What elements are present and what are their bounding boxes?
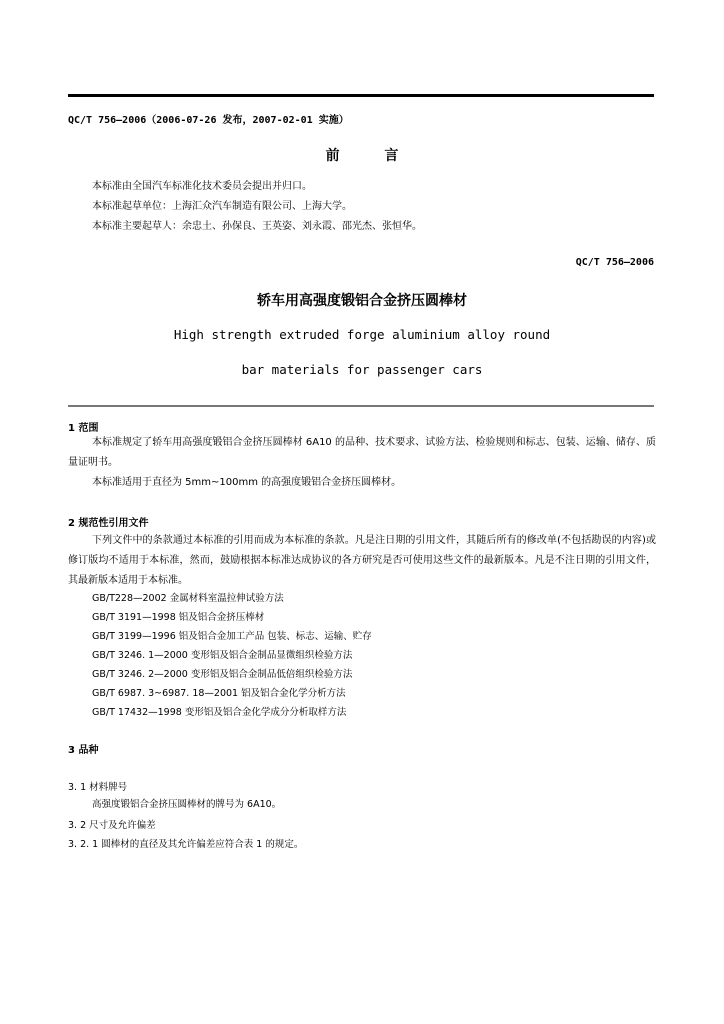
section-1-heading: 1 范围 — [68, 423, 99, 434]
section-1-para-2: 本标准适用于直径为 5mm~100mm 的高强度锻铝合金挤压圆棒材。 — [92, 477, 402, 488]
document-title-cn: 轿车用高强度锻铝合金挤压圆棒材 — [257, 293, 467, 309]
standard-code: QC/T 756—2006 — [575, 257, 654, 268]
section-1-para-1: 本标准规定了轿车用高强度锻铝合金挤压圆棒材 6A10 的品种、技术要求、试验方法、检验规则和标志、包装、运输、储存、质量证明书。 — [68, 437, 656, 468]
document-title-en-line-1: High strength extruded forge aluminium alloy round — [173, 327, 551, 342]
section-divider — [68, 405, 654, 407]
preface-line-3: 本标准主要起草人：余忠土、孙保良、王英姿、刘永霞、邵光杰、张恒华。 — [92, 221, 422, 232]
reference-item: GB/T228—2002 金属材料室温拉伸试验方法 — [92, 593, 284, 604]
reference-item: GB/T 6987. 3~6987. 18—2001 铝及铝合金化学分析方法 — [92, 688, 346, 699]
reference-item: GB/T 3191—1998 铝及铝合金挤压棒材 — [92, 612, 265, 623]
reference-item: GB/T 3246. 2—2000 变形铝及铝合金制品低倍组织检验方法 — [92, 669, 353, 680]
document-title-en-line-2: bar materials for passenger cars — [241, 362, 483, 377]
subsection-3-2: 3. 2 尺寸及允许偏差 — [68, 820, 156, 831]
preface-line-1: 本标准由全国汽车标准化技术委员会提出并归口。 — [92, 181, 312, 192]
section-2-heading: 2 规范性引用文件 — [68, 518, 149, 529]
reference-item: GB/T 3199—1996 铝及铝合金加工产品 包装、标志、运输、贮存 — [92, 631, 372, 642]
preface-line-2: 本标准起草单位：上海汇众汽车制造有限公司、上海大学。 — [92, 201, 352, 212]
section-3-heading: 3 品种 — [68, 745, 99, 756]
preface-title: 前 言 — [325, 148, 419, 164]
reference-item: GB/T 3246. 1—2000 变形铝及铝合金制品显微组织检验方法 — [92, 650, 353, 661]
header-line: QC/T 756—2006（2006-07-26 发布，2007-02-01 实施） — [68, 115, 349, 126]
subsection-3-1-text: 高强度锻铝合金挤压圆棒材的牌号为 6A10。 — [92, 799, 282, 810]
subsection-3-2-1: 3. 2. 1 圆棒材的直径及其允许偏差应符合表 1 的规定。 — [68, 839, 304, 850]
reference-item: GB/T 17432—1998 变形铝及铝合金化学成分分析取样方法 — [92, 707, 347, 718]
subsection-3-1: 3. 1 材料牌号 — [68, 782, 128, 793]
section-2-para: 下列文件中的条款通过本标准的引用而成为本标准的条款。凡是注日期的引用文件，其随后所有的修改单(不包括勘误的内容)或修订版均不适用于本标准，然而，鼓励根据本标准达成协议的各方研究是否可使用这些文件的最新版本。凡是不注日期的引用文件，其最新版本适用于本标准。 — [68, 535, 656, 586]
top-rule — [68, 94, 654, 97]
